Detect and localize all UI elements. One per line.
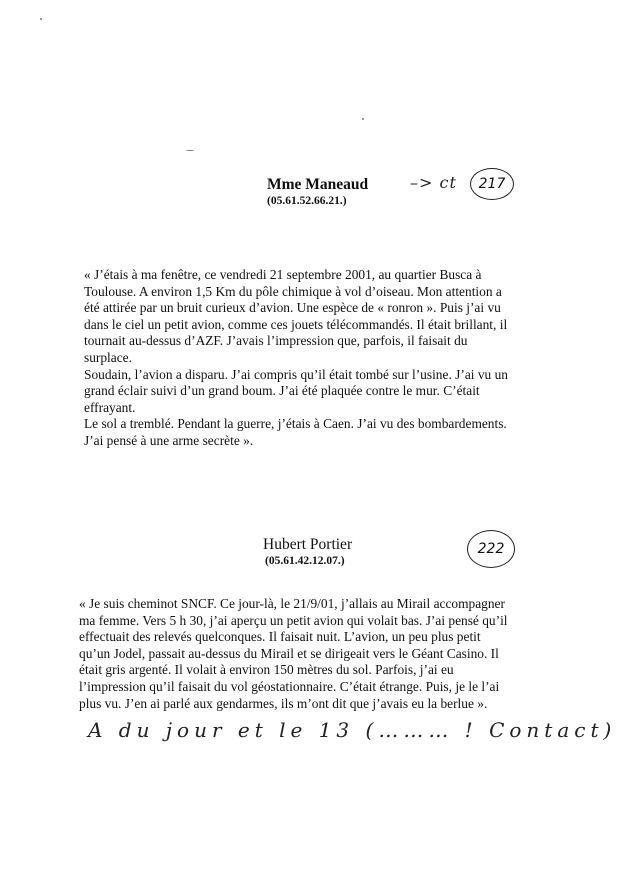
witness2-phone: (05.61.42.12.07.) bbox=[265, 555, 345, 567]
handwritten-note: A du jour et le 13 (……… ! Contact) bbox=[88, 718, 617, 742]
scan-speck bbox=[40, 18, 42, 20]
scan-speck bbox=[362, 118, 364, 120]
scan-speck bbox=[186, 150, 194, 151]
witness1-testimony: « J’étais à ma fenêtre, ce vendredi 21 septembre 2001, au quartier Busca à Toulouse. A environ 1,5 Km du pôle chimique à vol d’oiseau. Mon attention a été attirée par un bruit curieux d’avion. Une espèce de « ronron ». Puis j’ai vu dans le ciel un petit avion, comme ces jouets télécommandés. Il était brillant, il tournait au-dessus d’AZF. J’avais l’impression que, parfois, il faisait du surplace. Soudain, l’avion a disparu. J’ai compris qu’il était tombé sur l’usine. J’ai vu un grand éclair suivi d’un grand boum. J’ai été plaquée contre le mur. C’était effrayant. Le sol a tremblé. Pendant la guerre, j’étais à Caen. J’ai vu des bombardements. J’ai pensé à une arme secrète ». bbox=[84, 267, 508, 448]
witness1-phone: (05.61.52.66.21.) bbox=[267, 195, 347, 207]
witness1-annotation: –> ct bbox=[410, 173, 457, 192]
witness2-name: Hubert Portier bbox=[263, 536, 353, 553]
witness1-name: Mme Maneaud bbox=[267, 176, 369, 193]
witness1-circled-number: 217 bbox=[470, 168, 514, 200]
witness2-testimony: « Je suis cheminot SNCF. Ce jour-là, le 21/9/01, j’allais au Mirail accompagner ma femme. Vers 5 h 30, j’ai aperçu un petit avion qui volait bas. J’ai pensé qu’il effectuait des relevés quelconques. Il faisait nuit. L’avion, un peu plus petit qu’un Jodel, passait au-dessus du Mirail et se dirigeait vers le Géant Casino. Il était gris argenté. Il volait à environ 150 mètres du sol. Parfois, j’ai eu l’impression qu’il faisait du vol géostationnaire. C’était étrange. Puis, je le l’ai plus vu. J’en ai parlé aux gendarmes, ils m’ont dit que j’avais eu la berlue ». bbox=[79, 596, 508, 711]
witness2-circled-number: 222 bbox=[467, 530, 515, 568]
